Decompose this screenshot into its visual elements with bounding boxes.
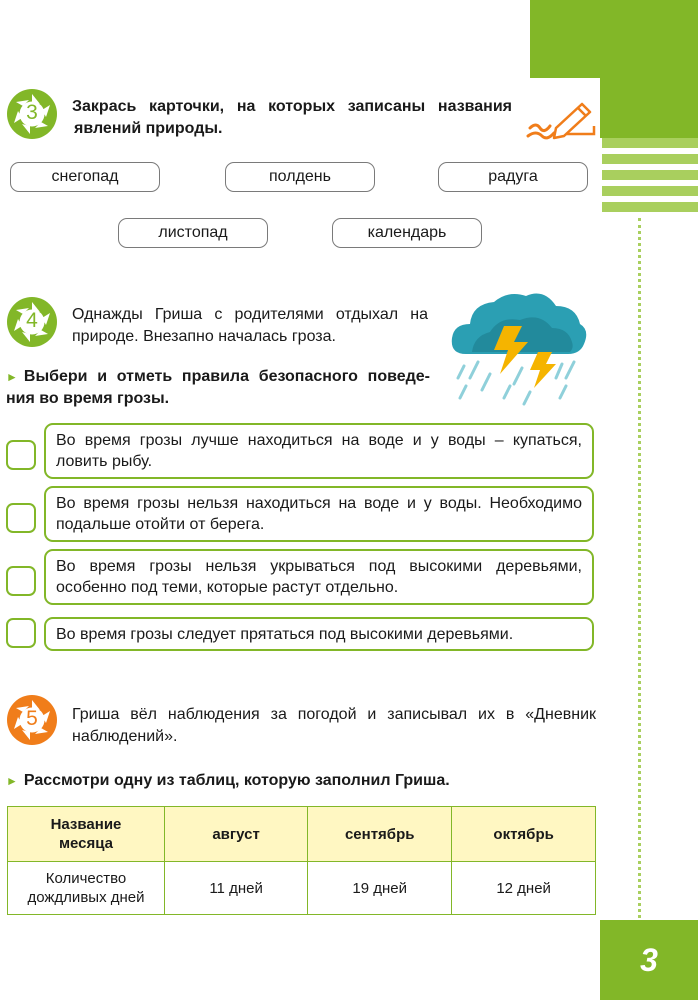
task-3-title — [72, 96, 512, 140]
task-5-intro — [72, 704, 596, 748]
dotted-divider — [638, 218, 641, 918]
intro-line: природе. Внезапно началась гроза. — [72, 328, 336, 345]
value-cell: 11 дней — [164, 862, 307, 915]
task-number: 3 — [26, 101, 38, 124]
option-1-checkbox[interactable] — [6, 440, 36, 470]
corner-decoration — [530, 0, 698, 78]
decor-stripe — [602, 138, 698, 148]
option-text: Во время грозы нельзя находиться на воде и у воды. Необходимо — [56, 495, 582, 512]
task-number: 4 — [26, 309, 38, 332]
header-label: месяца — [58, 835, 114, 852]
instruction-line: Выбери и отметь правила безопасного поведе- — [23, 368, 430, 385]
option-2[interactable] — [44, 486, 594, 542]
row-label: дождливых дней — [27, 889, 145, 906]
value-cell: 12 дней — [452, 862, 596, 915]
card-leaf-fall[interactable]: листопад — [118, 218, 268, 248]
option-text: особенно под теми, которые растут отдельно. — [56, 579, 399, 596]
corner-decoration-column — [600, 78, 698, 138]
intro-line: Однажды Гриша с родителями отдыхал на — [72, 306, 428, 323]
card-rainbow[interactable]: радуга — [438, 162, 588, 192]
decor-stripe — [602, 154, 698, 164]
option-3-checkbox[interactable] — [6, 566, 36, 596]
option-4-checkbox[interactable] — [6, 618, 36, 648]
card-snowfall[interactable]: снегопад — [10, 162, 160, 192]
option-text: ловить рыбу. — [56, 453, 153, 470]
option-2-checkbox[interactable] — [6, 503, 36, 533]
option-4[interactable] — [44, 617, 594, 651]
header-label-cell — [8, 807, 165, 862]
instruction-line: ния во время грозы. — [6, 390, 170, 407]
card-noon[interactable]: полдень — [225, 162, 375, 192]
option-1[interactable] — [44, 423, 594, 479]
header-month-cell: август — [164, 807, 307, 862]
arrow-icon: ► — [6, 370, 18, 384]
header-label: Название — [50, 816, 122, 833]
storm-cloud-icon — [444, 282, 590, 410]
row-label: Количество — [45, 870, 127, 887]
header-month-cell: октябрь — [452, 807, 596, 862]
task-5-badge — [6, 694, 58, 746]
title-line: явлений природы. — [74, 120, 223, 137]
decor-stripe — [602, 170, 698, 180]
task-4-badge — [6, 296, 58, 348]
header-month-cell: сентябрь — [308, 807, 452, 862]
pencil-icon — [522, 98, 600, 142]
task-4-intro — [72, 304, 428, 348]
task-4-instruction — [6, 366, 430, 410]
row-label-cell — [8, 862, 165, 915]
table-row — [8, 862, 596, 915]
decor-stripe — [602, 202, 698, 212]
option-text: Во время грозы нельзя укрываться под высокими деревьями, — [56, 558, 582, 575]
table-header-row — [8, 807, 596, 862]
intro-line: Гриша вёл наблюдения за погодой и записывал их в «Дневник — [72, 706, 596, 723]
decor-stripe — [602, 186, 698, 196]
arrow-icon: ► — [6, 774, 18, 788]
observation-table — [7, 806, 596, 915]
option-3[interactable] — [44, 549, 594, 605]
task-number: 5 — [26, 707, 38, 730]
value-cell: 19 дней — [308, 862, 452, 915]
option-text: Во время грозы лучше находиться на воде и у воды – купаться, — [56, 432, 582, 449]
intro-line: наблюдений». — [72, 728, 178, 745]
option-text: Во время грозы следует прятаться под высокими деревьями. — [56, 626, 514, 643]
instruction-text: Рассмотри одну из таблиц, которую заполнил Гриша. — [23, 772, 450, 789]
task-3-badge — [6, 88, 58, 140]
card-calendar[interactable]: календарь — [332, 218, 482, 248]
page-number: 3 — [600, 920, 698, 1000]
option-text: подальше отойти от берега. — [56, 516, 265, 533]
task-5-instruction — [6, 770, 566, 792]
title-line: Закрась карточки, на которых записаны названия — [72, 98, 512, 115]
